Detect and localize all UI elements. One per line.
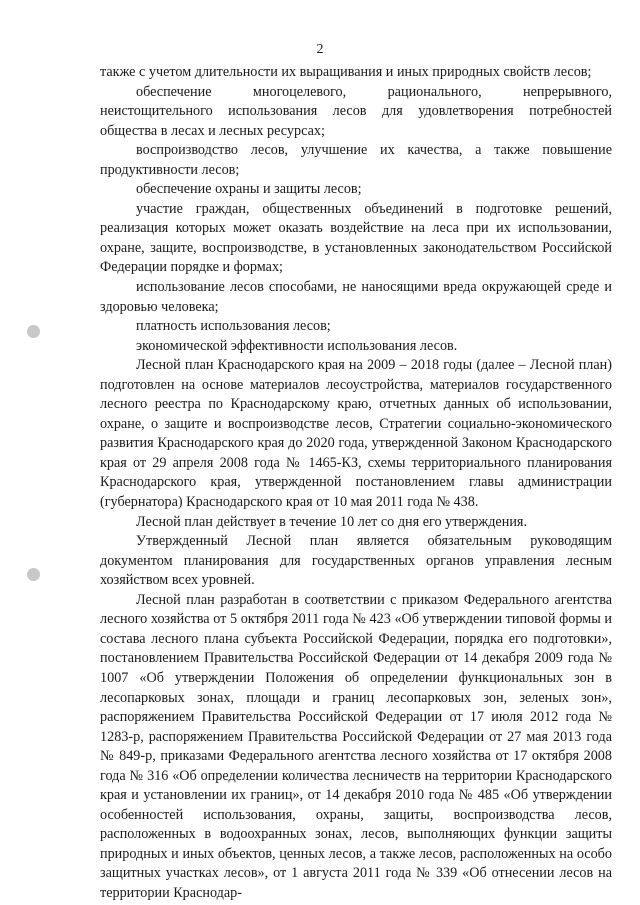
paragraph: воспроизводство лесов, улучшение их качества, а также повышение продуктивности лесов;: [100, 142, 612, 178]
document-body: [100, 63, 612, 904]
punch-hole-mark: [27, 568, 40, 581]
paragraph: использование лесов способами, не наносящими вреда окружающей среде и здоровью человека;: [100, 279, 612, 315]
paragraph: обеспечение охраны и защиты лесов;: [136, 181, 362, 198]
paragraph: Лесной план Краснодарского края на 2009 – 2018 годы (далее – Лесной план) подготовлен на основе материалов лесоустройства, материалов государственного лесного реестра по Краснодарскому краю, отчетных данных об использовании, охране, о защите и воспроизводстве лесов, Стратегии социально-экономического развития Краснодарского края до 2020 года, утвержденной Законом Краснодарского края от 29 апреля 2008 года № 1465-КЗ, схемы территориального планирования Краснодарского края, утвержденной постановлением главы администрации (губернатора) Краснодарского края от 10 мая 2011 года № 438.: [100, 357, 612, 511]
paragraph: платность использования лесов;: [136, 318, 331, 335]
page-number: 2: [316, 42, 324, 57]
paragraph: обеспечение многоцелевого, рационального, непрерывного, неистощительного использования лесов для удовлетворения потребностей общества в лесах и лесных ресурсах;: [100, 83, 612, 139]
punch-hole-mark: [27, 325, 40, 338]
paragraph: Лесной план разработан в соответствии с приказом Федерального агентства лесного хозяйства от 5 октября 2011 года № 423 «Об утверждении типовой формы и состава лесного плана субъекта Российской Федерации, порядка его подготовки», постановлением Правительства Российской Федерации от 14 декабря 2009 года № 1007 «Об утверждении Положения об определении функциональных зон в лесопарковых зонах, площади и границ лесопарковых зон, зеленых зон», распоряжением Правительства Российской Федерации от 17 июля 2012 года № 1283-р, распоряжением Правительства Российской Федерации от 27 мая 2013 года № 849-р, приказами Федерального агентства лесного хозяйства от 17 октября 2008 года № 316 «Об определении количества лесничеств на территории Краснодарского края и установлении их границ», от 14 декабря 2010 года № 485 «Об утверждении особенностей использования, охраны, защиты, воспроизводства лесов, расположенных в водоохранных зонах, лесов, выполняющих функции защиты природных и иных объектов, ценных лесов, а также лесов, расположенных на особо защитных участках лесов», от 1 августа 2011 года № 339 «Об отнесении лесов на территории Краснодар-: [100, 591, 612, 901]
paragraph: также с учетом длительности их выращивания и иных природных свойств лесов;: [100, 64, 592, 80]
paragraph: экономической эффективности использования лесов.: [136, 337, 458, 354]
paragraph: участие граждан, общественных объединений в подготовке решений, реализация которых может оказать воздействие на леса при их использовании, охране, защите, воспроизводстве, в установленных законодательством Российской Федерации порядке и формах;: [100, 200, 612, 276]
paragraph: Лесной план действует в течение 10 лет со дня его утверждения.: [136, 513, 527, 530]
paragraph: Утвержденный Лесной план является обязательным руководящим документом планирования для государственных органов управления лесным хозяйством всех уровней.: [100, 533, 612, 589]
